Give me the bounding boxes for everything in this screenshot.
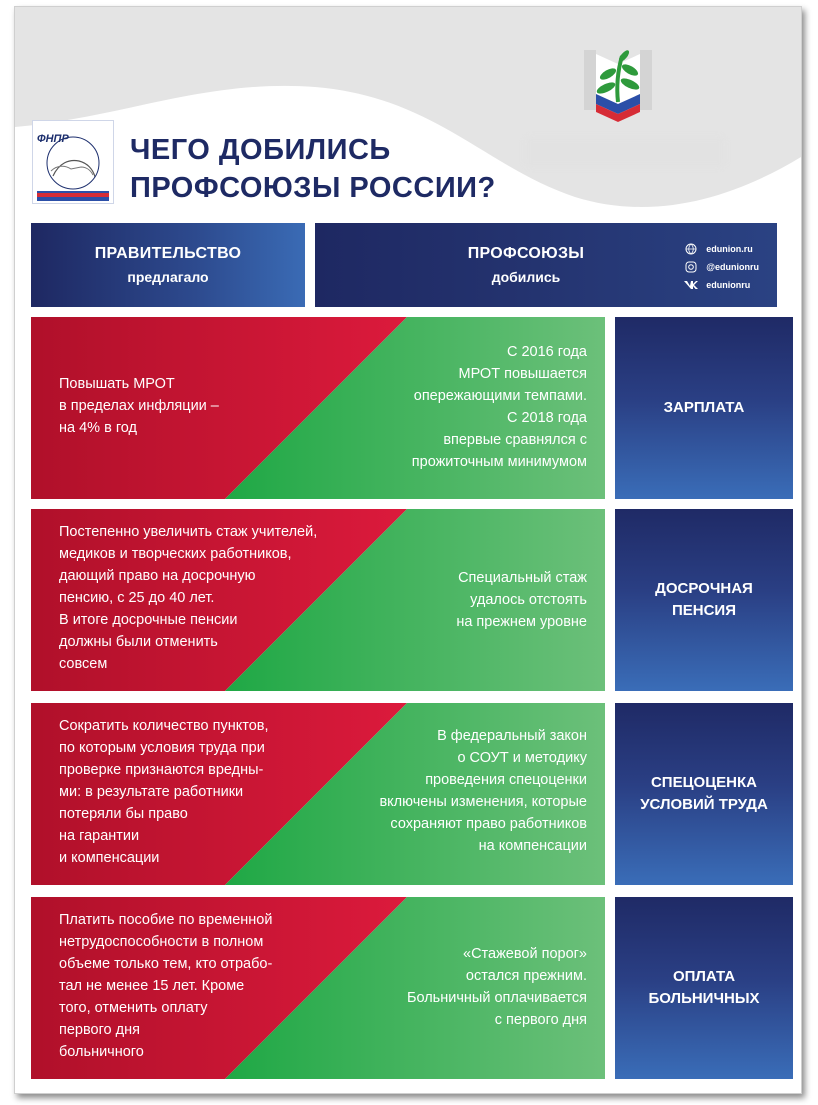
title-line-1: ЧЕГО ДОБИЛИСЬ: [130, 134, 391, 166]
government-header: [31, 223, 305, 307]
union-achievement: «Стажевой порог» остался прежним. Больничный оплачивается с первого дня: [406, 946, 587, 1028]
blurred-caption: [525, 137, 725, 167]
union-achievement: С 2016 года МРОТ повышается опережающими темпами. С 2018 года впервые сравнялся с прожиточным минимумом: [411, 344, 587, 470]
unions-header-subtitle: добились: [491, 269, 561, 285]
comparison-row-sick-pay: [31, 897, 777, 1079]
instagram-icon: [684, 261, 698, 273]
fnpr-label: ФНПР: [37, 133, 69, 145]
page-title: [130, 131, 496, 207]
social-link-vk[interactable]: [684, 277, 759, 293]
comparison-row-early-pension: [31, 509, 777, 691]
government-header-title: ПРАВИТЕЛЬСТВО: [94, 245, 242, 262]
title-line-2: ПРОФСОЮЗЫ РОССИИ?: [130, 172, 496, 204]
union-achievement: В федеральный закон о СОУТ и методику проведения спецоценки включены изменения, которые сохраняют право работников на компенсации: [379, 728, 587, 854]
globe-icon: [684, 243, 698, 255]
government-proposal: Сократить количество пунктов, по которым условия труда при проверке признаются вредны- ми: в результате работники потеряли бы право на гарантии и компенсации: [59, 718, 269, 866]
social-link-text: edunionru: [706, 280, 751, 290]
unions-header-title: ПРОФСОЮЗЫ: [467, 245, 585, 262]
category-label: ОПЛАТА БОЛЬНИЧНЫХ: [615, 897, 793, 1079]
vk-icon: [684, 279, 698, 291]
social-link-text: edunion.ru: [706, 244, 753, 254]
fnpr-logo: [32, 120, 114, 204]
union-achievement: Специальный стаж удалось отстоять на прежнем уровне: [456, 570, 587, 630]
comparison-row-workplace-assessment: [31, 703, 777, 885]
category-label: ДОСРОЧНАЯ ПЕНСИЯ: [615, 509, 793, 691]
social-link-instagram[interactable]: [684, 259, 759, 275]
social-link-text: @edunionru: [706, 262, 759, 272]
unions-header: [315, 223, 777, 307]
government-proposal: Повышать МРОТ в пределах инфляции – на 4% в год: [59, 376, 219, 436]
social-link-website[interactable]: [684, 241, 759, 257]
education-union-logo-icon: [582, 44, 654, 124]
category-label: СПЕЦОЦЕНКА УСЛОВИЙ ТРУДА: [615, 703, 793, 885]
social-links: [684, 241, 759, 295]
category-label: ЗАРПЛАТА: [615, 317, 793, 499]
poster: [14, 6, 802, 1094]
comparison-row-salary: [31, 317, 777, 499]
government-header-subtitle: предлагало: [127, 269, 209, 285]
government-proposal: Платить пособие по временной нетрудоспособности в полном объеме только тем, кто отрабо- тал не менее 15 лет. Кроме того, отменить оплату первого дня больничного: [59, 912, 273, 1060]
government-proposal: Постепенно увеличить стаж учителей, медиков и творческих работников, дающий право на досрочную пенсию, с 25 до 40 лет. В итоге досрочные пенсии должны были отменить совсем: [59, 524, 318, 672]
